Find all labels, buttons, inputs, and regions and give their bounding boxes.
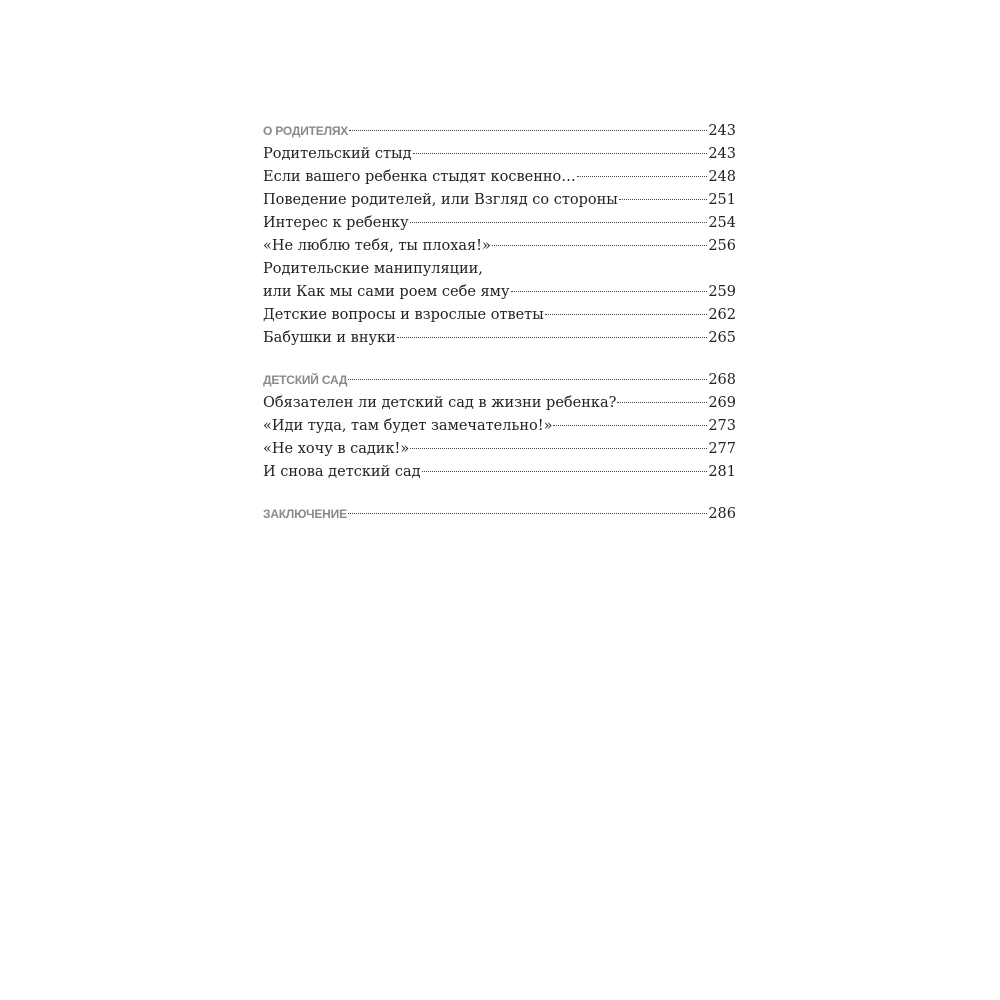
dot-leader bbox=[511, 291, 708, 292]
toc-entry bbox=[263, 212, 736, 235]
toc-entry-title: Родительский стыд bbox=[263, 146, 412, 162]
toc-entry bbox=[263, 304, 736, 327]
toc-entry bbox=[263, 415, 736, 438]
dot-leader bbox=[410, 222, 708, 223]
toc-entry-title: «Не хочу в садик!» bbox=[263, 441, 410, 457]
toc-page-number: 243 bbox=[708, 123, 736, 139]
dot-leader bbox=[619, 199, 708, 200]
toc-entry bbox=[263, 281, 736, 304]
toc-entry bbox=[263, 235, 736, 258]
dot-leader bbox=[617, 402, 707, 403]
toc-page-number: 256 bbox=[708, 238, 736, 254]
toc-page-number: 254 bbox=[708, 215, 736, 231]
toc-entry bbox=[263, 327, 736, 350]
toc-page-number: 243 bbox=[708, 146, 736, 162]
dot-leader bbox=[545, 314, 708, 315]
toc-heading-title: ЗАКЛЮЧЕНИЕ bbox=[263, 507, 347, 521]
toc-entry bbox=[263, 189, 736, 212]
toc-page-number: 248 bbox=[708, 169, 736, 185]
toc-heading-title: О РОДИТЕЛЯХ bbox=[263, 124, 349, 138]
toc-heading-title: ДЕТСКИЙ САД bbox=[263, 373, 348, 387]
toc-page-number: 265 bbox=[708, 330, 736, 346]
toc-entry bbox=[263, 166, 736, 189]
toc-entry bbox=[263, 392, 736, 415]
toc-section-parents bbox=[263, 120, 736, 350]
toc-heading bbox=[263, 369, 736, 392]
toc-entry-title: «Иди туда, там будет замечательно!» bbox=[263, 418, 553, 434]
dot-leader bbox=[410, 448, 707, 449]
dot-leader bbox=[492, 245, 707, 246]
toc-page-number: 251 bbox=[708, 192, 736, 208]
toc-entry-first-line bbox=[263, 258, 736, 281]
toc-entry-title: Обязателен ли детский сад в жизни ребенка? bbox=[263, 395, 617, 411]
dot-leader bbox=[397, 337, 708, 338]
dot-leader bbox=[348, 513, 707, 514]
toc-page-number: 286 bbox=[708, 506, 736, 522]
toc-entry bbox=[263, 438, 736, 461]
dot-leader bbox=[348, 379, 707, 380]
toc-page-number: 262 bbox=[708, 307, 736, 323]
toc-entry-title-line1: Родительские манипуляции, bbox=[263, 261, 483, 277]
toc-heading bbox=[263, 503, 736, 526]
dot-leader bbox=[553, 425, 707, 426]
dot-leader bbox=[422, 471, 708, 472]
toc-heading bbox=[263, 120, 736, 143]
toc-entry-title: «Не люблю тебя, ты плохая!» bbox=[263, 238, 491, 254]
toc-section-conclusion bbox=[263, 503, 736, 526]
toc-page-number: 269 bbox=[708, 395, 736, 411]
toc-entry-title: Если вашего ребенка стыдят косвенно… bbox=[263, 169, 576, 185]
toc-entry-title: или Как мы сами роем себе яму bbox=[263, 284, 510, 300]
toc-page-number: 277 bbox=[708, 441, 736, 457]
toc-entry-title: Интерес к ребенку bbox=[263, 215, 409, 231]
toc-entry-title: Детские вопросы и взрослые ответы bbox=[263, 307, 544, 323]
dot-leader bbox=[577, 176, 708, 177]
toc-page-number: 268 bbox=[708, 372, 736, 388]
toc-entry bbox=[263, 143, 736, 166]
toc-entry-title: Поведение родителей, или Взгляд со стороны bbox=[263, 192, 618, 208]
toc-section-kindergarten bbox=[263, 369, 736, 484]
toc-entry-title: Бабушки и внуки bbox=[263, 330, 396, 346]
toc-page-number: 281 bbox=[708, 464, 736, 480]
dot-leader bbox=[349, 130, 707, 131]
toc-page-number: 273 bbox=[708, 418, 736, 434]
toc-page-number: 259 bbox=[708, 284, 736, 300]
toc-entry-title: И снова детский сад bbox=[263, 464, 421, 480]
table-of-contents bbox=[263, 120, 736, 545]
dot-leader bbox=[413, 153, 708, 154]
toc-entry bbox=[263, 461, 736, 484]
